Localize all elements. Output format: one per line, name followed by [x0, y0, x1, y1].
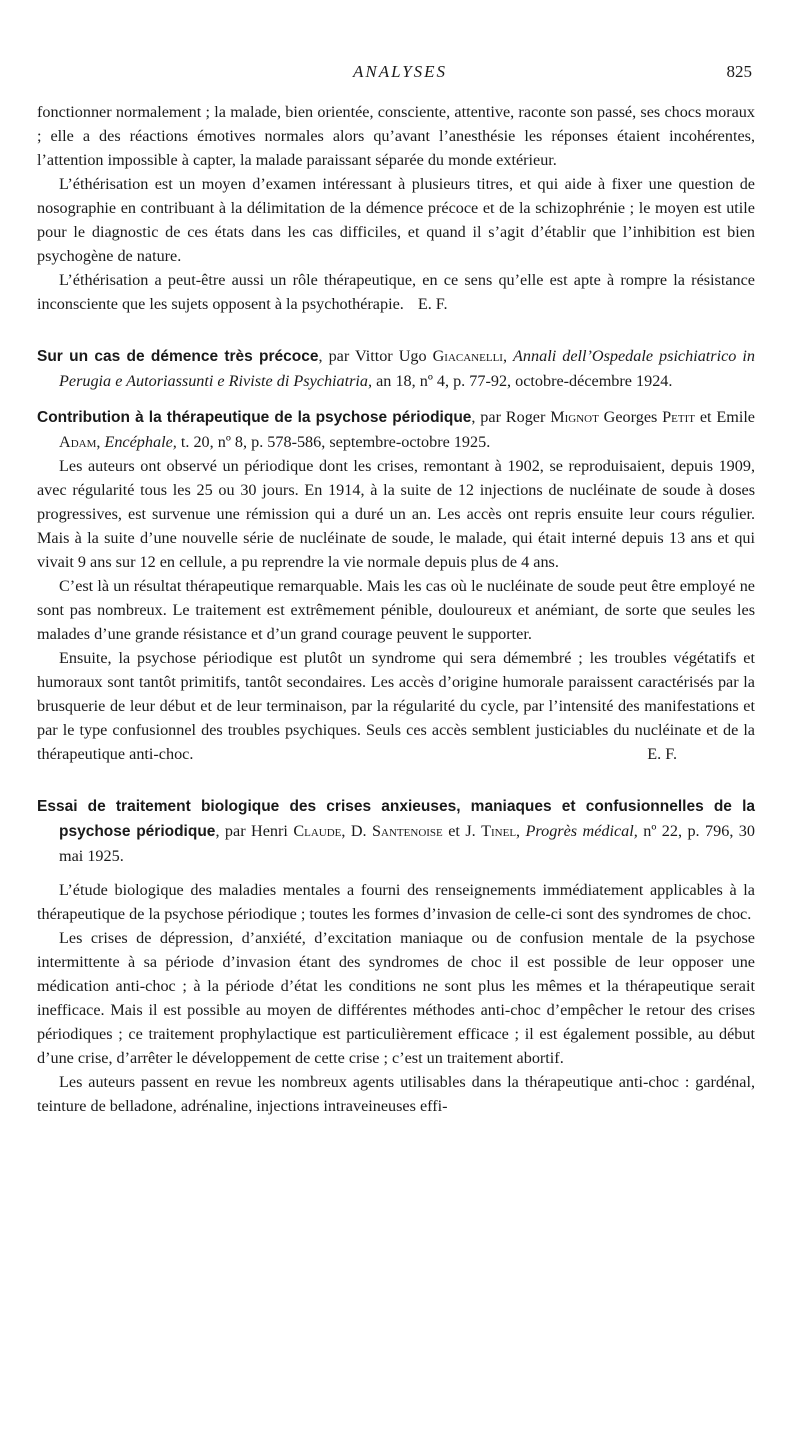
review-2-paragraph-3 [37, 646, 755, 766]
review-1-title: Sur un cas de démence très précoce [37, 348, 319, 365]
review-2 [37, 405, 755, 766]
review-3-ref: nº 22, p. 796, 30 mai 1925. [59, 822, 755, 865]
page-header [0, 62, 800, 86]
review-2-sep: , [96, 433, 105, 451]
review-3-title: Essai de traitement biologique des crises anxieuses, maniaques et confusionnelles de la psychose périodique [37, 798, 755, 840]
review-2-title: Contribution à la thérapeutique de la psychose périodique [37, 409, 472, 426]
review-2-journal: Encéphale, [104, 433, 177, 451]
review-2-paragraph-3-text: Ensuite, la psychose périodique est plutôt un syndrome qui sera démembré ; les troubles végétatifs et humoraux sont tantôt primitifs, tantôt secondaires. Les accès d’origine humorale paraissent caractérisés par la brusquerie de leur début et de leur terminaison, par la régularité du cycle, par l’intensité des manifestations et par le type confusionnel des troubles psychiques. Seuls ces accès semblent justiciables du nucléinate et de la thérapeutique anti-choc. [37, 649, 755, 763]
review-3-citation [37, 794, 755, 868]
review-2-author-2: Petit [662, 408, 695, 426]
review-2-author-3: Adam [59, 433, 97, 451]
review-1 [37, 344, 755, 393]
review-3-mid-1: , D. [341, 822, 373, 840]
review-3-mid-2: et J. [442, 822, 482, 840]
review-1-ref: an 18, nº 4, p. 77-92, octobre-décembre 1924. [372, 372, 673, 390]
review-2-mid-1: Georges [598, 408, 663, 426]
intro-paragraph-1: fonctionner normalement ; la malade, bien orientée, consciente, attentive, raconte son passé, ses chocs moraux ; elle a des réactions émotives normales alors qu’avant l’anesthésie les réponses étaient incohérentes, l’attention impossible à capter, la malade paraissant séparée du monde extérieur. [37, 103, 755, 169]
review-2-by: , par Roger [471, 408, 551, 426]
review-3-by: , par Henri [215, 822, 294, 840]
intro-paragraph-3 [37, 268, 755, 316]
review-2-signature: E. F. [647, 745, 677, 763]
review-3-journal: Progrès médical, [525, 822, 638, 840]
review-2-paragraph-2: C’est là un résultat thérapeutique remarquable. Mais les cas où le nucléinate de soude peut être employé ne sont pas nombreux. Le traitement est extrêmement pénible, douloureux et anémiant, de sorte que seules les malades d’une grande résistance et d’un grand courage peuvent le supporter. [37, 577, 755, 643]
review-3-author-3: Tinel [481, 822, 517, 840]
review-2-citation [37, 405, 755, 454]
page-number: 825 [726, 62, 752, 81]
intro-signature: E. F. [417, 295, 448, 313]
review-3 [37, 794, 755, 1118]
running-title: ANALYSES [352, 62, 448, 81]
review-2-ref: t. 20, nº 8, p. 578-586, septembre-octobre 1925. [176, 433, 491, 451]
review-3-sep: , [516, 822, 526, 840]
review-2-paragraph-1: Les auteurs ont observé un périodique dont les crises, remontant à 1902, se reproduisaient, depuis 1909, avec régularité tous les 25 ou 30 jours. En 1914, à la suite de 12 injections de nucléinate de soude à doses progressives, est survenue une rémission qui a duré un an. Les accès ont repris ensuite leur cours régulier. Mais à la suite d’une nouvelle série de nucléinate de soude, le malade, qui était interné depuis 13 ans et qui vivait 9 ans sur 12 en cellule, a pu reprendre la vie normale depuis plus de 4 ans. [37, 457, 755, 571]
intro-paragraph-2: L’éthérisation est un moyen d’examen intéressant à plusieurs titres, et qui aide à fixer une question de nosographie en contribuant à la délimitation de la démence précoce et de la schizophrénie ; le moyen est utile pour le diagnostic de ces états dans les cas difficiles, et quand il s’agit d’établir que l’inhibition est bien psychogène de nature. [37, 175, 755, 265]
review-2-author-1: Mignot [550, 408, 599, 426]
review-3-paragraph-2: Les crises de dépression, d’anxiété, d’excitation maniaque ou de confusion mentale de la psychose intermittente à sa période d’invasion étant des syndromes de choc il est possible de leur opposer une médication anti-choc ; à la période d’état les conditions ne sont plus les mêmes et la thérapeutique serait inefficace. Mais il est possible au moyen de différentes méthodes anti-choc d’empêcher le retour des crises périodiques ; ce traitement prophylactique est particulièrement efficace ; il est également possible, au début d’une crise, d’arrêter le développement de cette crise ; c’est un traitement abortif. [37, 929, 755, 1067]
review-1-journal: Annali dell’Ospedale psichiatrico in Perugia e Autoriassunti e Riviste di Psychiatria, [59, 347, 755, 390]
review-1-by: , par Vittor Ugo [318, 347, 433, 365]
review-3-author-1: Claude [293, 822, 342, 840]
review-1-citation [37, 344, 755, 393]
review-3-paragraph-3: Les auteurs passent en revue les nombreux agents utilisables dans la thérapeutique anti-choc : gardénal, teinture de belladone, adrénaline, injections intraveineuses effi- [37, 1073, 755, 1115]
page-body [37, 100, 755, 1118]
review-1-author: Giacanelli [432, 347, 503, 365]
review-3-paragraph-1: L’étude biologique des maladies mentales a fourni des renseignements immédiatement applicables à la thérapeutique de la psychose périodique ; toutes les formes d’invasion de celle-ci sont des syndromes de choc. [37, 881, 755, 923]
intro-paragraph-3-text: L’éthérisation a peut-être aussi un rôle thérapeutique, en ce sens qu’elle est apte à rompre la résistance inconsciente que les sujets opposent à la psychothérapie. [37, 271, 755, 313]
review-1-sep: , [502, 347, 514, 365]
review-2-mid-2: et Emile [694, 408, 755, 426]
review-3-author-2: Santenoise [372, 822, 443, 840]
